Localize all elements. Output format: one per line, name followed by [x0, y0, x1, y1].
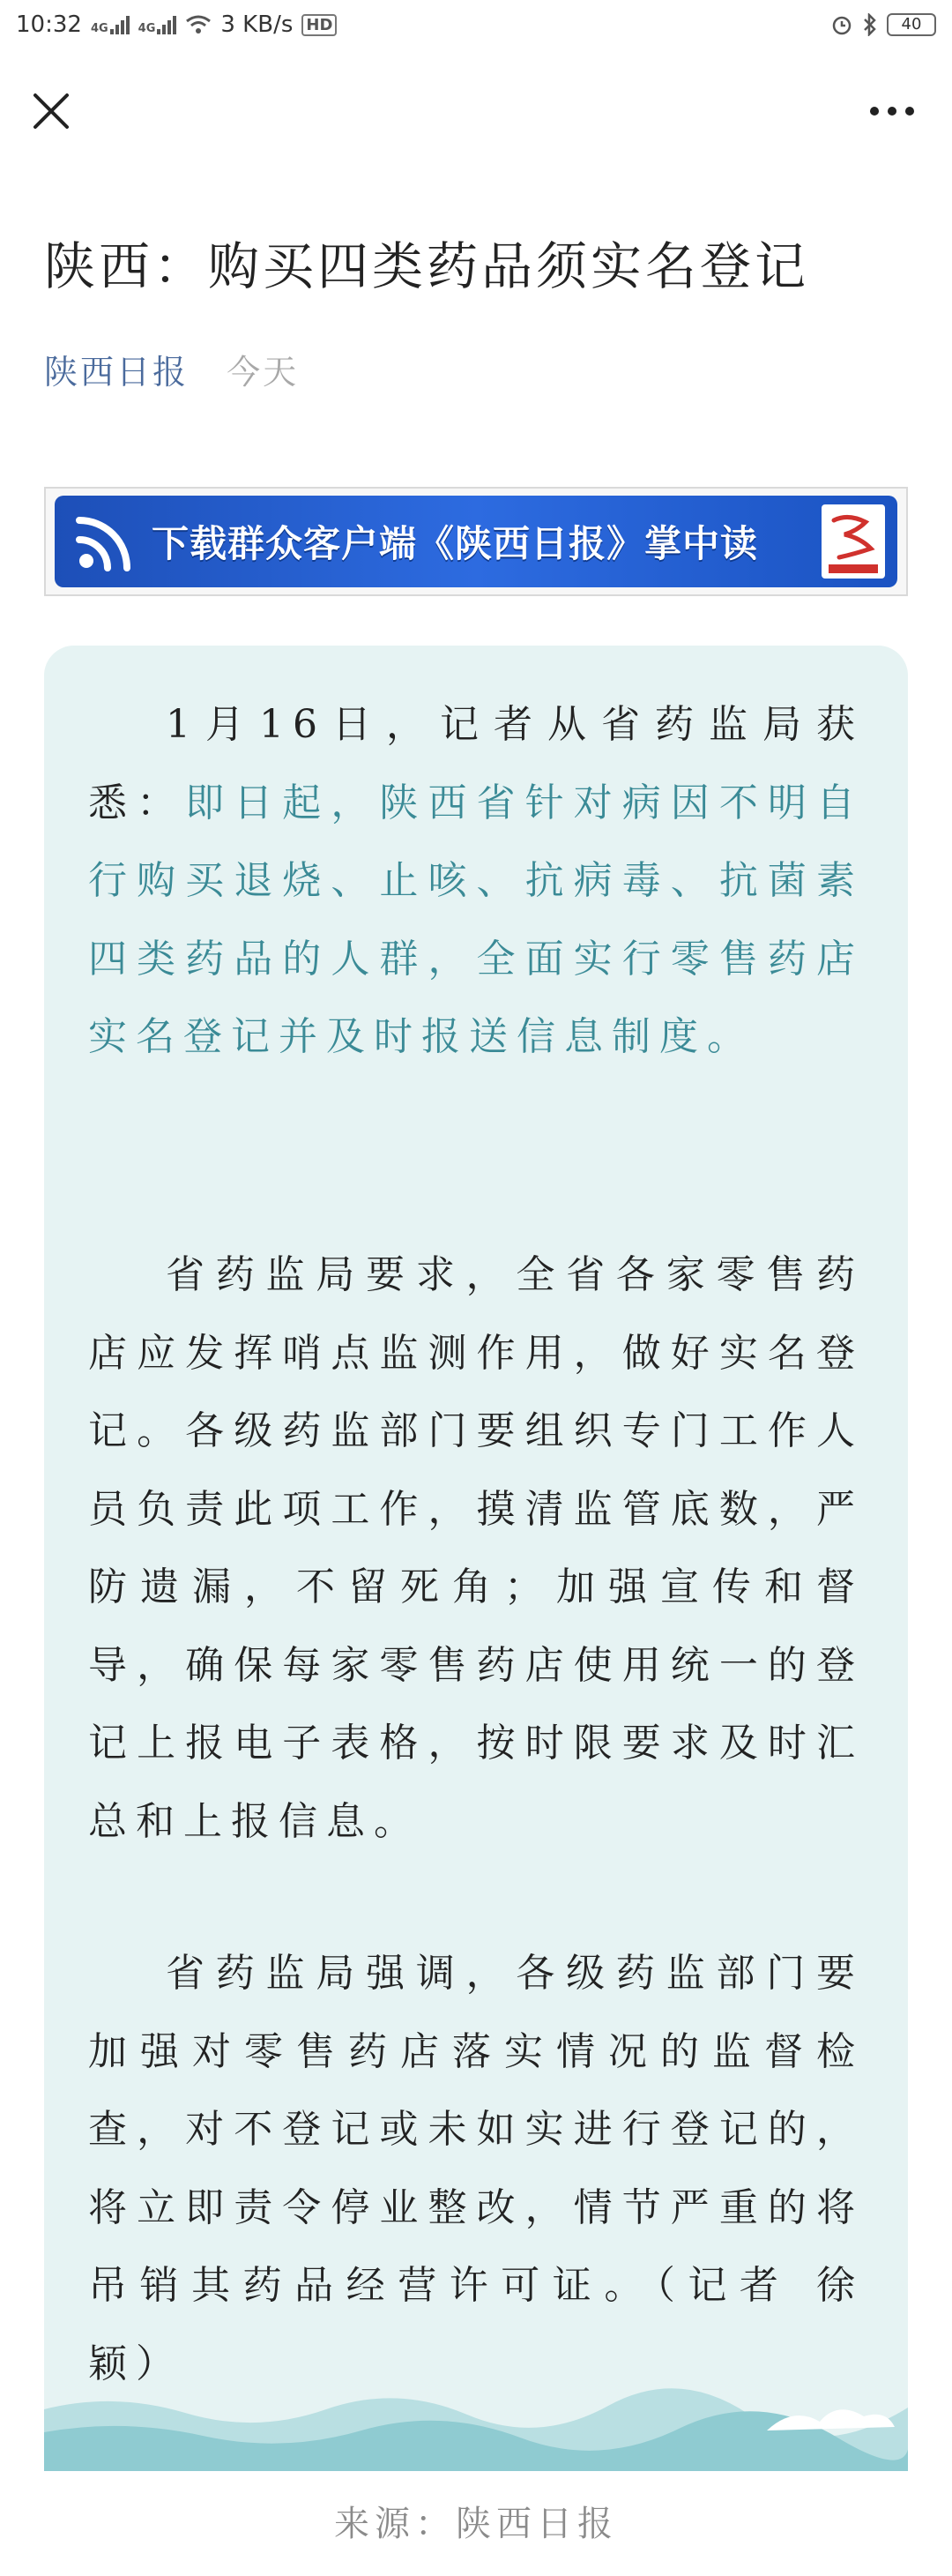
article-content-card: [44, 646, 908, 2471]
network-tag-1: 4G: [90, 22, 108, 35]
battery-icon: 40: [887, 13, 936, 36]
paragraph-2: 省药监局要求，全省各家零售药店应发挥哨点监测作用，做好实名登记。各级药监部门要组织专门工作人员负责此项工作，摸清监管底数，严防遗漏，不留死角；加强宣传和督导，确保每家零售药店使用统一的登记上报电子表格，按时限要求及时汇总和上报信息。: [88, 1252, 864, 1844]
wave-decoration: [44, 2374, 908, 2471]
paragraph-1: [88, 686, 864, 1077]
signal-bars-icon: [157, 15, 176, 34]
status-left: [16, 11, 337, 38]
network-signal-icon-2: [138, 15, 177, 34]
hd-badge: HD: [301, 14, 337, 36]
close-icon[interactable]: [25, 85, 78, 138]
article-title: 陕西：购买四类药品须实名登记: [44, 236, 810, 296]
shaanxi-daily-logo-icon: [822, 504, 885, 579]
banner-inner: [55, 496, 897, 587]
paragraph-1-lead: 1月16日，记者从省药监局获悉：: [88, 702, 864, 825]
more-icon[interactable]: [857, 90, 927, 132]
network-tag-2: 4G: [138, 22, 156, 35]
status-right: [830, 13, 936, 36]
alarm-icon: [830, 13, 853, 36]
wifi-icon: [185, 14, 212, 35]
signal-bars-icon: [110, 15, 130, 34]
top-nav: [0, 62, 952, 159]
network-signal-icon-1: [91, 15, 130, 34]
status-time: 10:32: [16, 11, 82, 38]
network-speed: 3 KB/s: [220, 11, 294, 38]
article-date: 今天: [227, 353, 300, 392]
banner-text: 下载群众客户端《陕西日报》掌中读: [152, 522, 759, 565]
bluetooth-icon: [862, 13, 878, 36]
article-meta: [44, 346, 299, 399]
footer-source: 来源：陕西日报: [334, 2504, 618, 2544]
rss-icon: [74, 511, 136, 573]
paragraph-3: 省药监局强调，各级药监部门要加强对零售药店落实情况的监督检查，对不登记或未如实进行登记的，将立即责令停业整改，情节严重的将吊销其药品经营许可证。（记者 徐颖）: [88, 1951, 864, 2386]
article-source-link[interactable]: 陕西日报: [44, 353, 190, 392]
status-bar: [0, 0, 952, 49]
download-app-banner[interactable]: [44, 487, 908, 596]
paragraph-1-highlight: 即日起，陕西省针对病因不明自行购买退烧、止咳、抗病毒、抗菌素四类药品的人群，全面实行零售药店实名登记并及时报送信息制度。: [88, 780, 865, 1059]
